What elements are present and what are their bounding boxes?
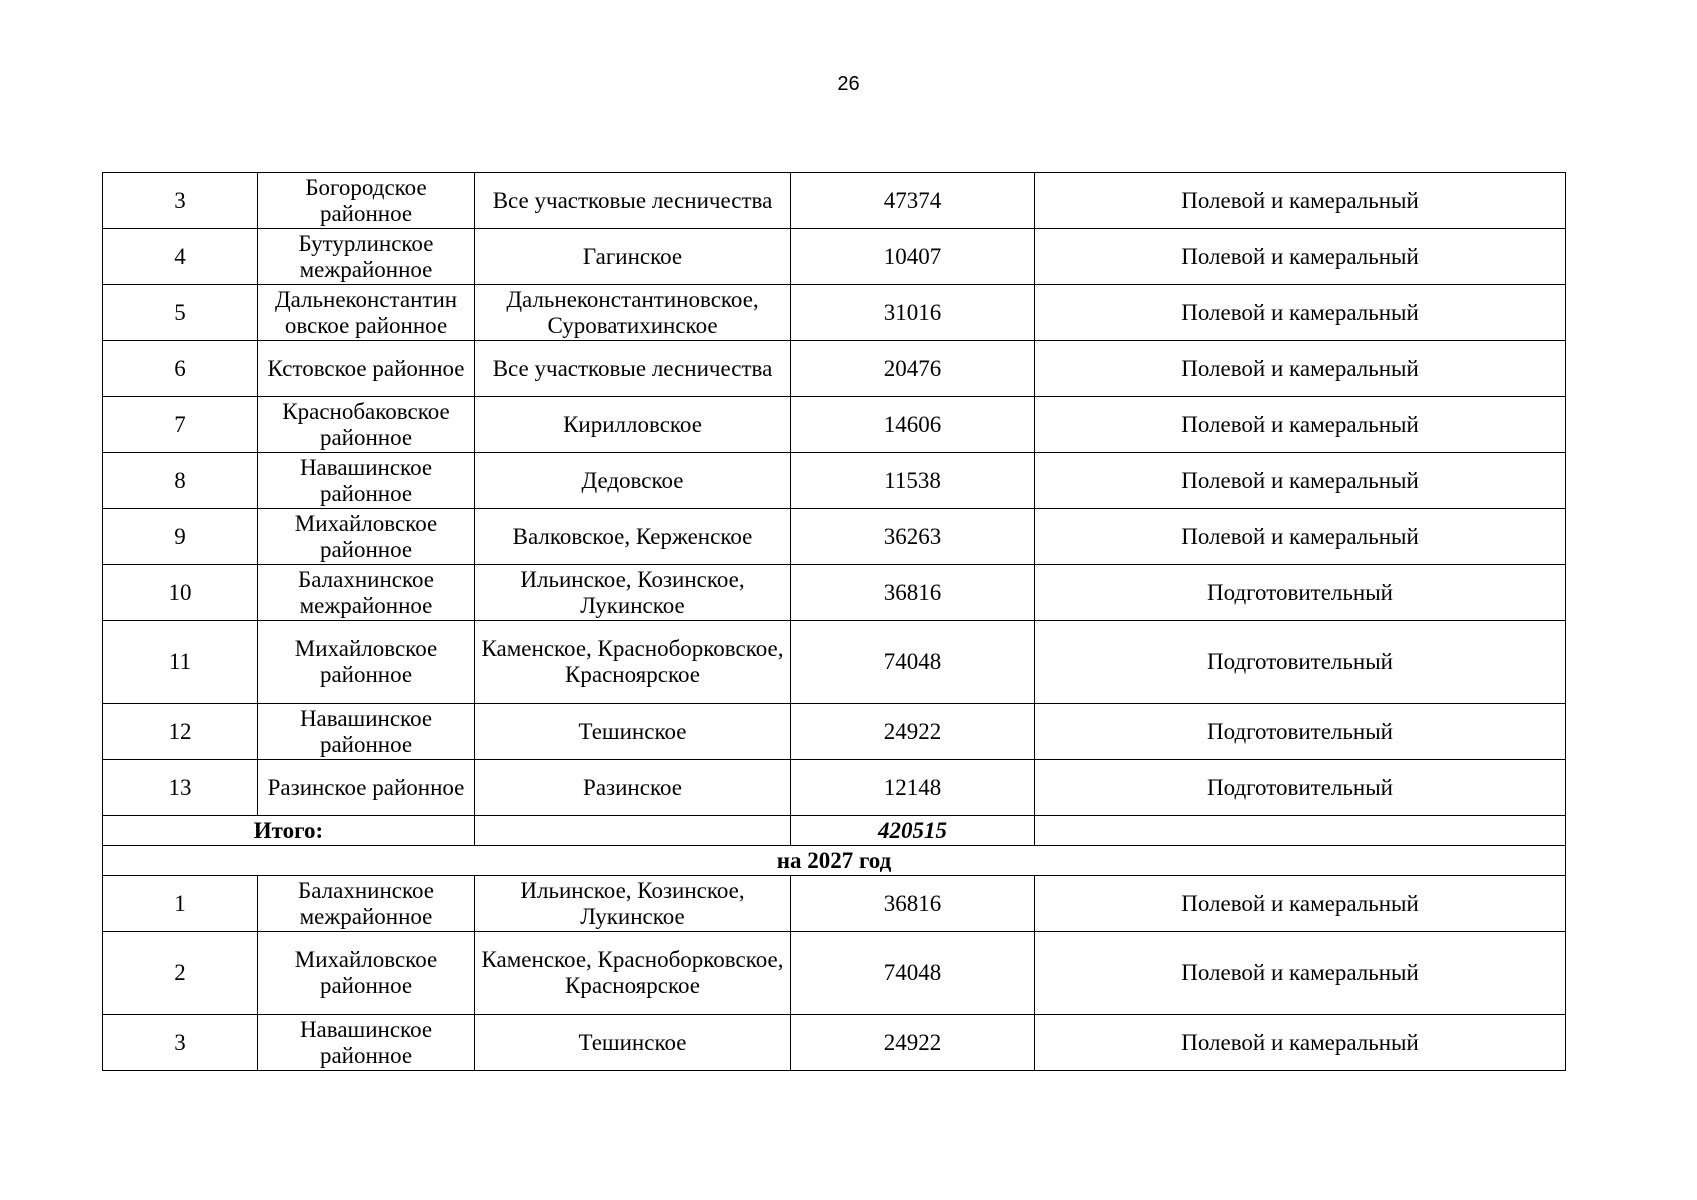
stage-cell: Подготовительный [1035, 760, 1566, 816]
district-forestry-cell: Михайловское районное [258, 932, 475, 1015]
total-label: Итого: [103, 816, 475, 846]
district-forestry-cell: Балахнинское межрайонное [258, 876, 475, 932]
stage-cell: Полевой и камеральный [1035, 397, 1566, 453]
table-row [103, 509, 1566, 565]
area-cell: 24922 [791, 704, 1035, 760]
district-forestry-cell: Михайловское районное [258, 509, 475, 565]
row-number: 4 [103, 229, 258, 285]
row-number: 12 [103, 704, 258, 760]
local-forestry-cell: Разинское [475, 760, 791, 816]
local-forestry-cell: Ильинское, Козинское, Лукинское [475, 565, 791, 621]
table-row [103, 341, 1566, 397]
area-cell: 20476 [791, 341, 1035, 397]
table-row [103, 285, 1566, 341]
district-forestry-cell: Михайловское районное [258, 621, 475, 704]
total-value: 420515 [791, 816, 1035, 846]
total-row [103, 816, 1566, 846]
row-number: 11 [103, 621, 258, 704]
local-forestry-cell: Ильинское, Козинское, Лукинское [475, 876, 791, 932]
area-cell: 47374 [791, 173, 1035, 229]
area-cell: 10407 [791, 229, 1035, 285]
area-cell: 31016 [791, 285, 1035, 341]
area-cell: 74048 [791, 932, 1035, 1015]
table-row [103, 565, 1566, 621]
table-row [103, 932, 1566, 1015]
row-number: 9 [103, 509, 258, 565]
district-forestry-cell: Бутурлинское межрайонное [258, 229, 475, 285]
row-number: 13 [103, 760, 258, 816]
table-row [103, 397, 1566, 453]
district-forestry-cell: Богородское районное [258, 173, 475, 229]
total-empty-cell [1035, 816, 1566, 846]
stage-cell: Полевой и камеральный [1035, 341, 1566, 397]
local-forestry-cell: Каменское, Красноборковское, Красноярское [475, 932, 791, 1015]
row-number: 1 [103, 876, 258, 932]
section-title-2027: на 2027 год [103, 846, 1566, 876]
section-header-row [103, 846, 1566, 876]
local-forestry-cell: Тешинское [475, 1015, 791, 1071]
local-forestry-cell: Тешинское [475, 704, 791, 760]
stage-cell: Полевой и камеральный [1035, 932, 1566, 1015]
stage-cell: Подготовительный [1035, 704, 1566, 760]
row-number: 3 [103, 173, 258, 229]
area-cell: 36816 [791, 565, 1035, 621]
stage-cell: Полевой и камеральный [1035, 453, 1566, 509]
district-forestry-cell: Дальнеконстантин овское районное [258, 285, 475, 341]
district-forestry-cell: Балахнинское межрайонное [258, 565, 475, 621]
stage-cell: Полевой и камеральный [1035, 1015, 1566, 1071]
row-number: 6 [103, 341, 258, 397]
row-number: 8 [103, 453, 258, 509]
local-forestry-cell: Кирилловское [475, 397, 791, 453]
area-cell: 24922 [791, 1015, 1035, 1071]
local-forestry-cell: Гагинское [475, 229, 791, 285]
area-cell: 14606 [791, 397, 1035, 453]
table-row [103, 173, 1566, 229]
district-forestry-cell: Навашинское районное [258, 704, 475, 760]
row-number: 3 [103, 1015, 258, 1071]
table-row [103, 1015, 1566, 1071]
stage-cell: Подготовительный [1035, 565, 1566, 621]
stage-cell: Полевой и камеральный [1035, 509, 1566, 565]
district-forestry-cell: Разинское районное [258, 760, 475, 816]
table-row [103, 704, 1566, 760]
table-row [103, 621, 1566, 704]
district-forestry-cell: Навашинское районное [258, 1015, 475, 1071]
table-row [103, 876, 1566, 932]
stage-cell: Полевой и камеральный [1035, 229, 1566, 285]
local-forestry-cell: Все участковые лесничества [475, 341, 791, 397]
row-number: 5 [103, 285, 258, 341]
row-number: 7 [103, 397, 258, 453]
row-number: 10 [103, 565, 258, 621]
local-forestry-cell: Все участковые лесничества [475, 173, 791, 229]
table-row [103, 760, 1566, 816]
local-forestry-cell: Дедовское [475, 453, 791, 509]
row-number: 2 [103, 932, 258, 1015]
local-forestry-cell: Дальнеконстантиновское, Суроватихинское [475, 285, 791, 341]
district-forestry-cell: Краснобаковское районное [258, 397, 475, 453]
stage-cell: Полевой и камеральный [1035, 173, 1566, 229]
total-empty-cell [475, 816, 791, 846]
table-row [103, 453, 1566, 509]
stage-cell: Подготовительный [1035, 621, 1566, 704]
area-cell: 12148 [791, 760, 1035, 816]
area-cell: 36816 [791, 876, 1035, 932]
stage-cell: Полевой и камеральный [1035, 876, 1566, 932]
table-row [103, 229, 1566, 285]
area-cell: 11538 [791, 453, 1035, 509]
area-cell: 74048 [791, 621, 1035, 704]
local-forestry-cell: Каменское, Красноборковское, Красноярское [475, 621, 791, 704]
district-forestry-cell: Навашинское районное [258, 453, 475, 509]
area-cell: 36263 [791, 509, 1035, 565]
district-forestry-cell: Кстовское районное [258, 341, 475, 397]
stage-cell: Полевой и камеральный [1035, 285, 1566, 341]
page-number: 26 [837, 73, 860, 95]
local-forestry-cell: Валковское, Керженское [475, 509, 791, 565]
forest-inventory-table [102, 172, 1566, 1071]
